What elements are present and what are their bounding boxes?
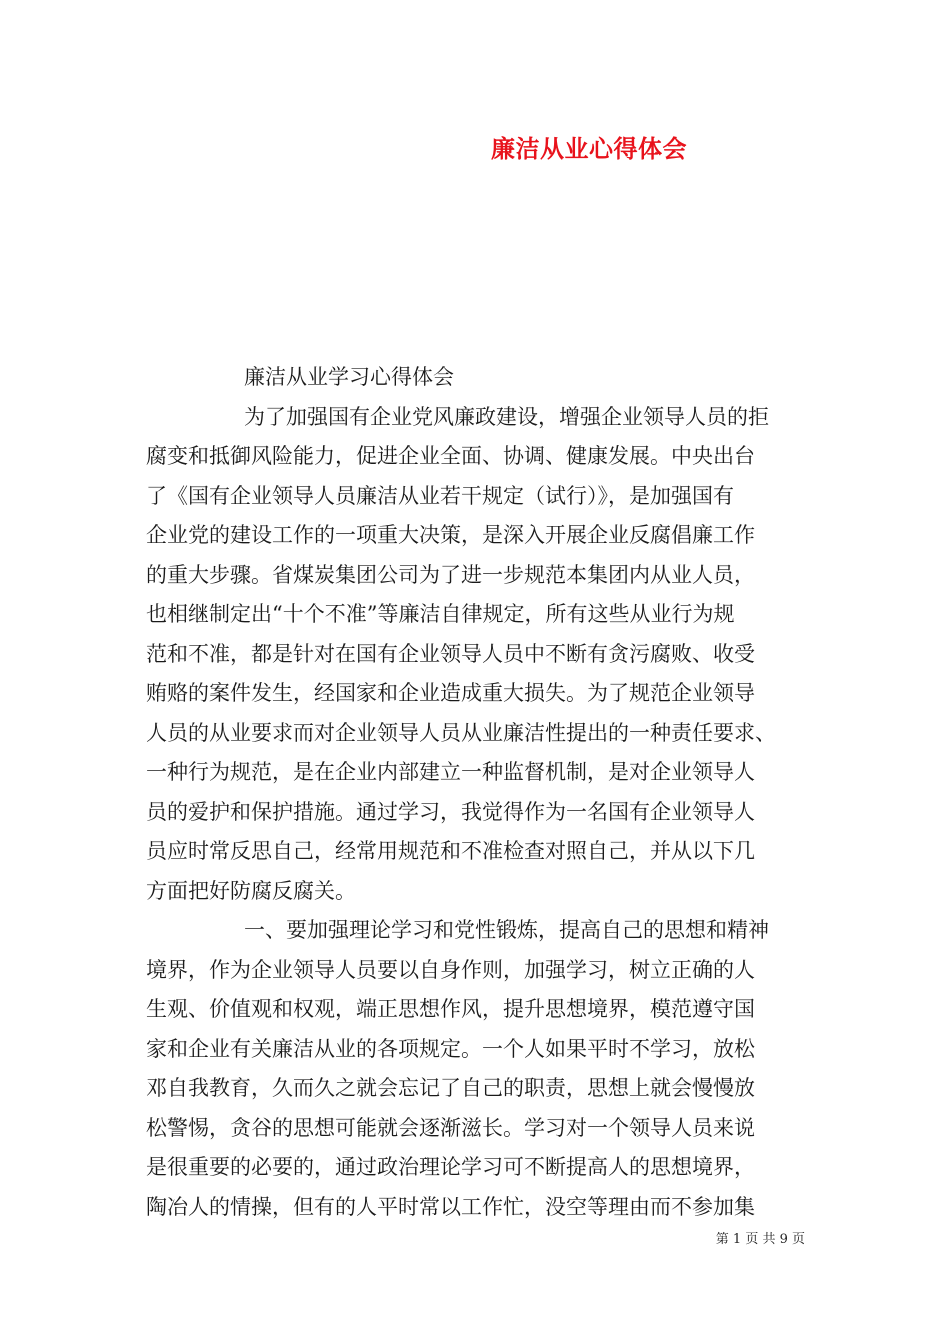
paragraph-line: 为了加强国有企业党风廉政建设，增强企业领导人员的拒 xyxy=(244,404,769,429)
paragraph-line: 范和不准，都是针对在国有企业领导人员中不断有贪污腐败、收受 xyxy=(146,641,755,666)
paragraph-line: 一种行为规范，是在企业内部建立一种监督机制，是对企业领导人 xyxy=(146,760,755,784)
paragraph-line: 一、要加强理论学习和党性锻炼，提高自己的思想和精神 xyxy=(244,918,769,942)
paragraph-line: 陶冶人的情操，但有的人平时常以工作忙，没空等理由而不参加集 xyxy=(146,1194,755,1219)
paragraph-line: 人员的从业要求而对企业领导人员从业廉洁性提出的一种责任要求、 xyxy=(146,720,776,745)
section-heading: 廉洁从业学习心得体会 xyxy=(244,365,454,389)
paragraph-line: 境界，作为企业领导人员要以自身作则，加强学习，树立正确的人 xyxy=(146,957,755,982)
paragraph-line: 是很重要的必要的，通过政治理论学习可不断提高人的思想境界， xyxy=(146,1155,755,1179)
paragraph-line: 生观、价值观和权观，端正思想作风，提升思想境界，模范遵守国 xyxy=(146,997,755,1021)
paragraph-line: 员的爱护和保护措施。通过学习，我觉得作为一名国有企业领导人 xyxy=(146,799,755,824)
paragraph-line: 松警惕，贪谷的思想可能就会逐渐滋长。学习对一个领导人员来说 xyxy=(146,1115,755,1140)
paragraph-line: 了《国有企业领导人员廉洁从业若干规定（试行）》，是加强国有 xyxy=(146,483,734,508)
paragraph-line: 员应时常反思自己，经常用规范和不准检查对照自己，并从以下几 xyxy=(146,839,755,863)
document-title: 廉洁从业心得体会 xyxy=(491,134,687,163)
page-number-footer: 第 1 页 共 9 页 xyxy=(715,1232,805,1247)
paragraph-line: 的重大步骤。省煤炭集团公司为了进一步规范本集团内从业人员， xyxy=(146,562,755,587)
document-body xyxy=(146,358,808,1227)
paragraph-line: 也相继制定出“十个不准”等廉洁自律规定，所有这些从业行为规 xyxy=(146,602,735,626)
paragraph-line: 家和企业有关廉洁从业的各项规定。一个人如果平时不学习，放松 xyxy=(146,1036,755,1061)
paragraph-line: 贿赂的案件发生，经国家和企业造成重大损失。为了规范企业领导 xyxy=(146,681,755,705)
paragraph-line: 邓自我教育，久而久之就会忘记了自己的职责，思想上就会慢慢放 xyxy=(146,1076,755,1100)
paragraph-line: 腐变和抵御风险能力，促进企业全面、协调、健康发展。中央出台 xyxy=(146,444,755,468)
paragraph-line: 方面把好防腐反腐关。 xyxy=(146,878,356,903)
paragraph-line: 企业党的建设工作的一项重大决策，是深入开展企业反腐倡廉工作 xyxy=(146,523,755,547)
